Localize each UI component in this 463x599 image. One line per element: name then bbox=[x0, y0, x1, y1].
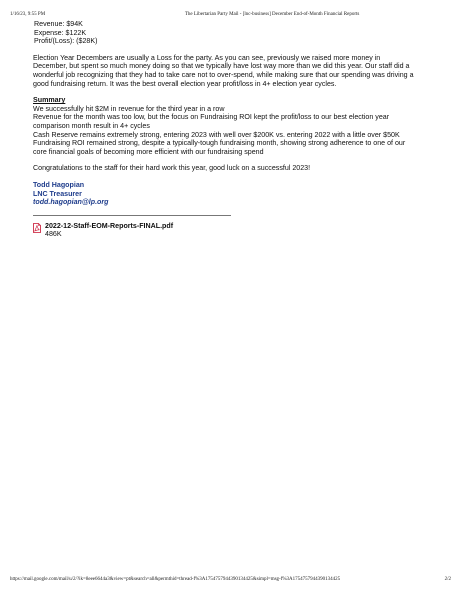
financial-summary bbox=[34, 20, 438, 46]
paragraph-line: wonderful job recognizing that they had to take care not to over-spend, while making sure that our spending was driving a bbox=[33, 70, 414, 79]
closing-message: Congratulations to the staff for their hard work this year, good luck on a successful 2023! bbox=[33, 164, 311, 173]
attachment-item[interactable] bbox=[33, 222, 438, 239]
summary-line: Revenue for the month was too low, but the focus on Fundraising ROI kept the profit/loss to our best election year bbox=[33, 113, 390, 122]
paragraph-line: good fundraising return. It was the best overall election year profit/loss in 4+ election year cycles. bbox=[33, 79, 337, 88]
profit-loss-line: Profit/(Loss): ($28K) bbox=[34, 37, 98, 46]
print-url: https://mail.google.com/mail/u/2/?ik=8eee6644a3&view=pt&search=all&permthid=thread-f%3A1754757944390134425&simpl=msg-f%3A1754757944390134425 bbox=[10, 577, 341, 582]
summary-heading: Summary bbox=[33, 96, 66, 105]
print-header bbox=[10, 12, 451, 17]
print-title: The Libertarian Party Mail - [lnc-business] December End-of-Month Financial Reports bbox=[184, 12, 360, 17]
summary-section bbox=[33, 96, 438, 156]
signature-name: Todd Hagopian bbox=[33, 180, 85, 189]
pdf-file-icon bbox=[33, 223, 41, 233]
print-footer bbox=[10, 577, 451, 582]
email-body bbox=[33, 20, 438, 239]
summary-line: Fundraising ROI remained strong, despite a typically-tough fundraising month, showing strong adherence to one of our bbox=[33, 139, 406, 148]
attachment-filename[interactable]: 2022-12-Staff-EOM-Reports-FINAL.pdf bbox=[45, 221, 174, 230]
attachment-size: 486K bbox=[45, 230, 62, 239]
summary-line: core financial goals of becoming more efficient with our fundraising spend bbox=[33, 147, 264, 156]
print-datetime: 1/16/23, 9:55 PM bbox=[10, 12, 46, 17]
summary-line: Cash Reserve remains extremely strong, entering 2023 with well over $200K vs. entering 2022 with a little over $50K bbox=[33, 130, 400, 139]
page-number: 2/2 bbox=[444, 577, 451, 582]
revenue-line: Revenue: $94K bbox=[34, 20, 83, 28]
signature-email-link[interactable]: todd.hagopian@lp.org bbox=[33, 198, 109, 207]
paragraph-line: December, but spent so much money doing so that we typically have lost way more than we did this year. Our staff did a bbox=[33, 62, 410, 71]
attachment-details bbox=[45, 222, 173, 239]
expense-line: Expense: $122K bbox=[34, 28, 87, 37]
summary-line: We successfully hit $2M in revenue for the third year in a row bbox=[33, 104, 225, 113]
signature-role: LNC Treasurer bbox=[33, 189, 82, 198]
summary-line: comparison month result in 4+ cycles bbox=[33, 121, 150, 130]
signature-block bbox=[33, 181, 438, 207]
attachment-divider bbox=[33, 215, 231, 216]
election-year-paragraph bbox=[33, 54, 438, 88]
paragraph-line: Election Year Decembers are usually a Loss for the party. As you can see, previously we raised more money in bbox=[33, 53, 381, 62]
